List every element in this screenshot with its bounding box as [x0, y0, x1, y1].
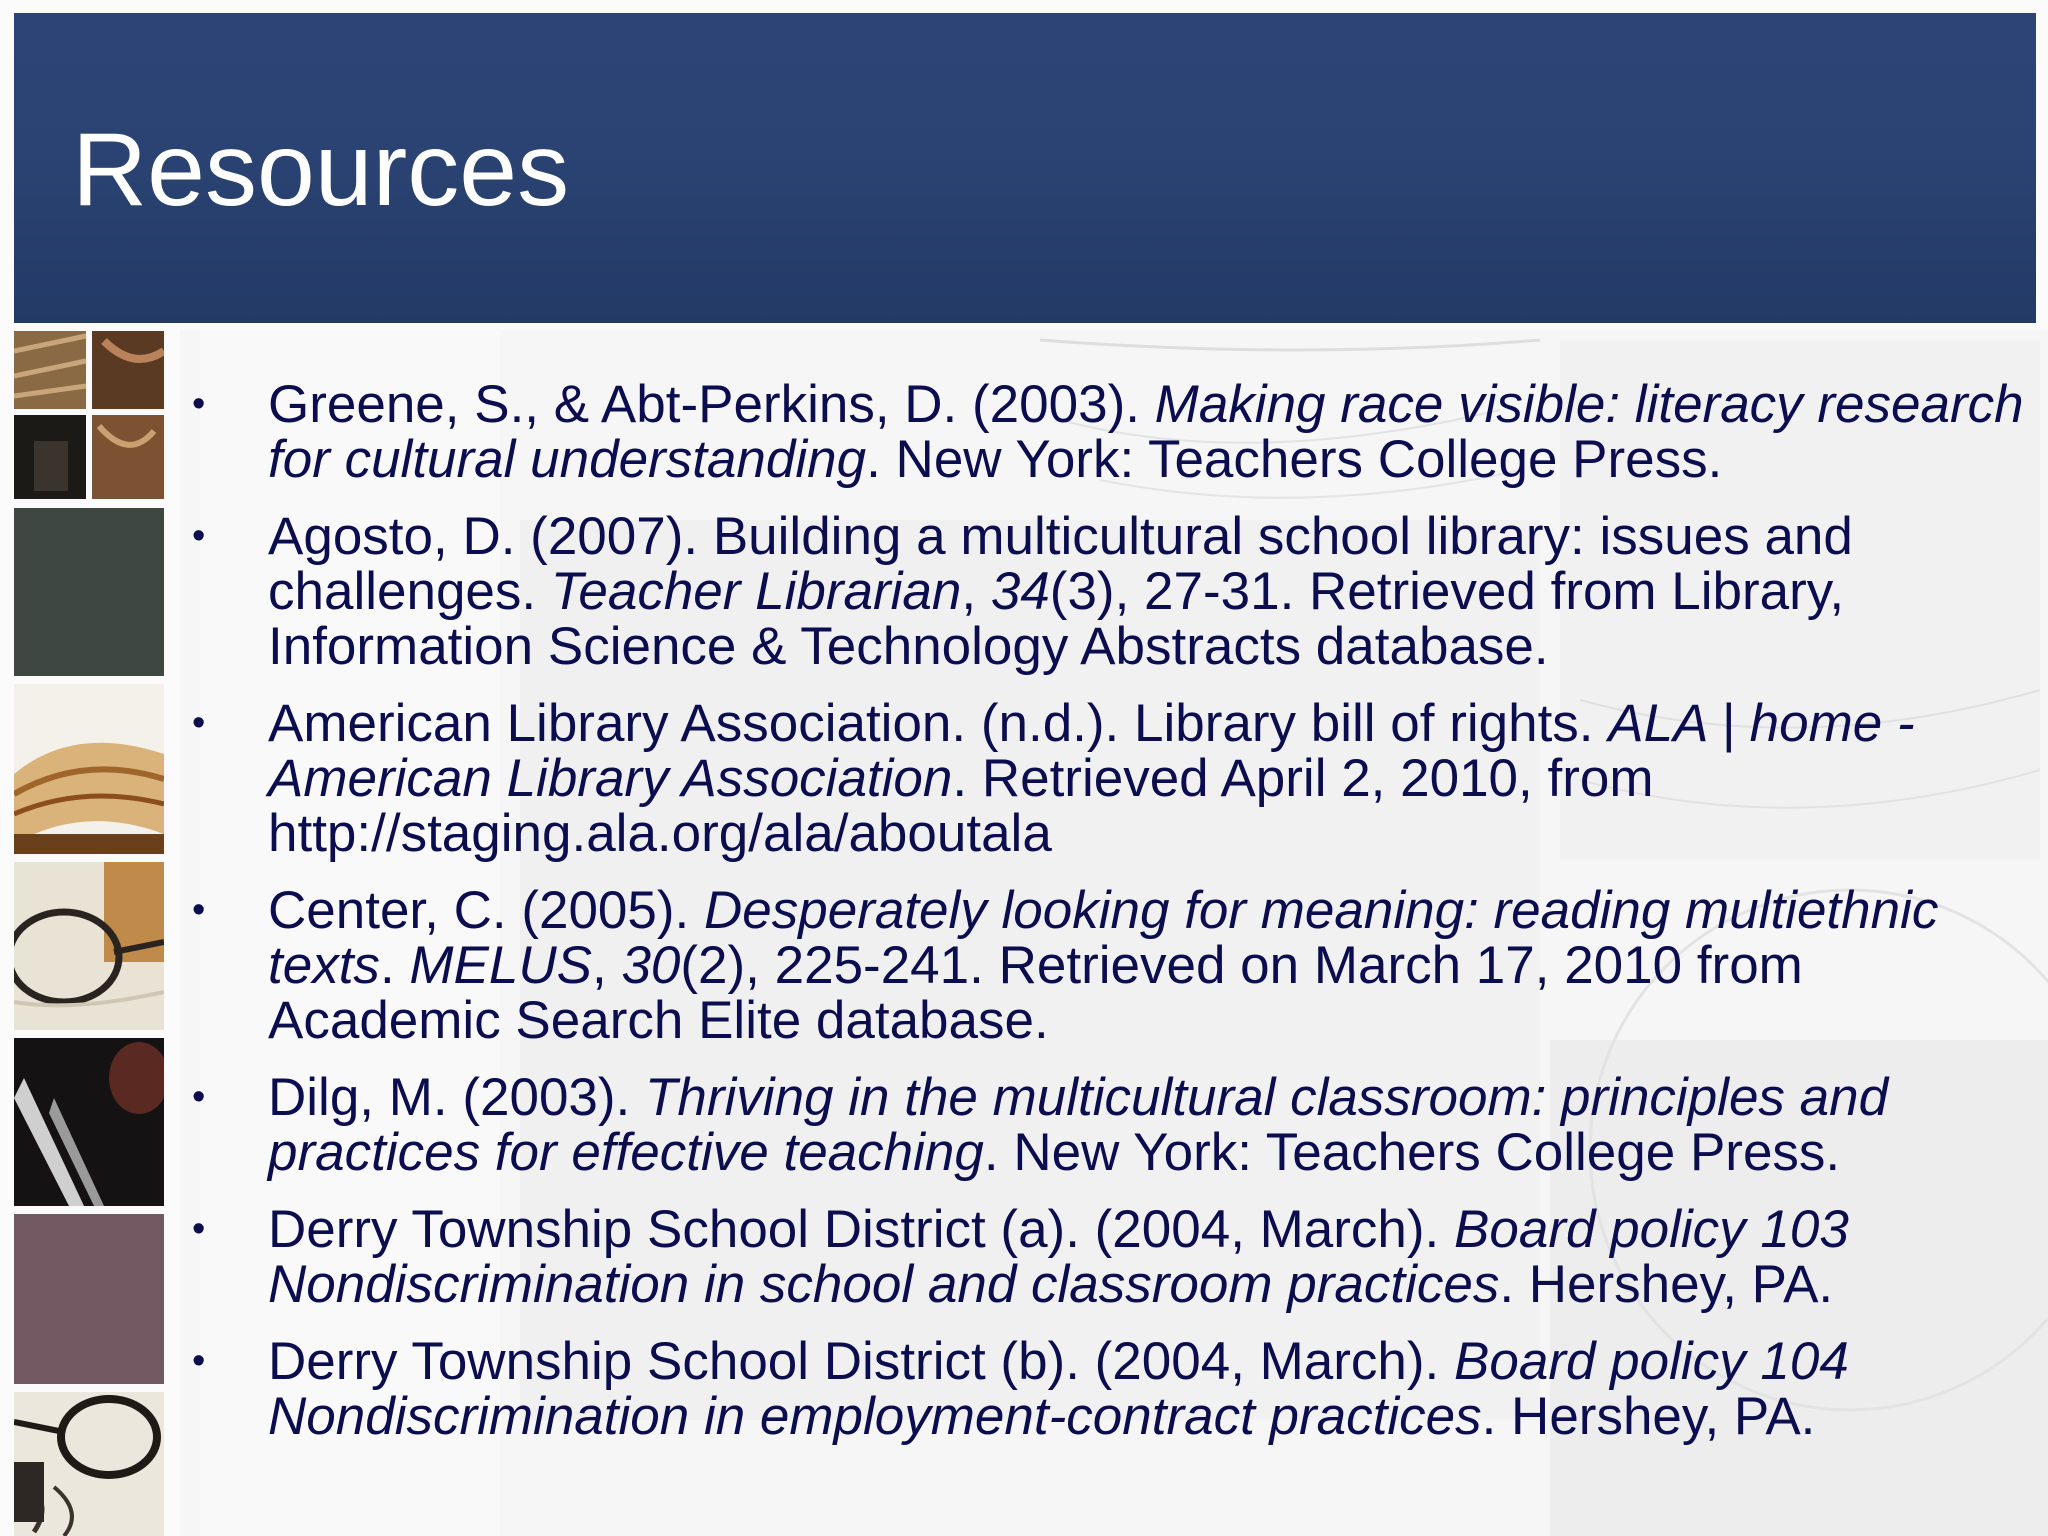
reference-italic-text: Desperately looking for meaning: reading multiethnic texts — [268, 881, 1939, 995]
slide-title: Resources — [72, 112, 570, 228]
bullet-icon: • — [192, 1340, 206, 1382]
bullet-icon: • — [192, 515, 206, 557]
bullet-icon: • — [192, 702, 206, 744]
reference-italic-text: 30 — [621, 936, 681, 995]
reference-text: Greene, S., & Abt-Perkins, D. (2003). — [268, 375, 1155, 434]
tile-eyeglasses — [14, 862, 164, 1030]
reference-italic-text: Board policy 103 Nondiscrimination in school and classroom practices — [268, 1200, 1849, 1314]
reference-item — [190, 696, 2030, 861]
reference-text: Derry Township School District (a). (2004, March). — [268, 1200, 1455, 1259]
reference-text: , — [961, 562, 991, 621]
reference-item — [190, 1334, 2030, 1444]
bullet-icon: • — [192, 889, 206, 931]
reference-text: . Hershey, PA. — [1499, 1255, 1834, 1314]
reference-text: . Retrieved April 2, 2010, from http://staging.ala.org/ala/aboutala — [268, 749, 1654, 863]
reference-item — [190, 883, 2030, 1048]
reference-italic-text: MELUS — [409, 936, 592, 995]
tile-mauve — [14, 1214, 164, 1384]
reference-italic-text: Teacher Librarian — [550, 562, 962, 621]
reference-item — [190, 1070, 2030, 1180]
bullet-icon: • — [192, 1076, 206, 1118]
bullet-icon: • — [192, 1208, 206, 1250]
reference-text: (2), 225-241. Retrieved on March 17, 2010 from Academic Search Elite database. — [268, 936, 1803, 1050]
reference-text: . Hershey, PA. — [1481, 1387, 1816, 1446]
reference-italic-text: Board policy 104 Nondiscrimination in employment-contract practices — [268, 1332, 1849, 1446]
reference-item — [190, 377, 2030, 487]
tile-antique-objects — [14, 331, 164, 499]
reference-text: Derry Township School District (b). (2004, March). — [268, 1332, 1455, 1391]
reference-text: American Library Association. (n.d.). Library bill of rights. — [268, 694, 1609, 753]
reference-text: (3), 27-31. Retrieved from Library, Information Science & Technology Abstracts database. — [268, 562, 1845, 676]
reference-item — [190, 509, 2030, 674]
reference-italic-text: Thriving in the multicultural classroom: principles and practices for effective teaching — [268, 1068, 1889, 1182]
reference-italic-text: ALA | home - American Library Association — [268, 694, 1915, 808]
reference-text: Agosto, D. (2007). Building a multicultural school library: issues and challenges. — [268, 507, 1853, 621]
tile-dark-photo — [14, 1038, 164, 1206]
tile-open-book — [14, 684, 164, 854]
reference-italic-text: 34 — [990, 562, 1050, 621]
bullet-icon: • — [192, 383, 206, 425]
reference-text: . — [379, 936, 410, 995]
reference-item — [190, 1202, 2030, 1312]
reference-text: . New York: Teachers College Press. — [983, 1123, 1841, 1182]
reference-list — [190, 377, 2030, 1466]
reference-text: Center, C. (2005). — [268, 881, 704, 940]
photo-tile-strip — [14, 331, 164, 1536]
reference-italic-text: Making race visible: literacy research for cultural understanding — [268, 375, 2024, 489]
reference-text: . New York: Teachers College Press. — [866, 430, 1723, 489]
tile-gray — [14, 508, 164, 676]
reference-text: , — [592, 936, 622, 995]
reference-text: Dilg, M. (2003). — [268, 1068, 646, 1127]
tile-glasses-on-paper — [14, 1392, 164, 1536]
